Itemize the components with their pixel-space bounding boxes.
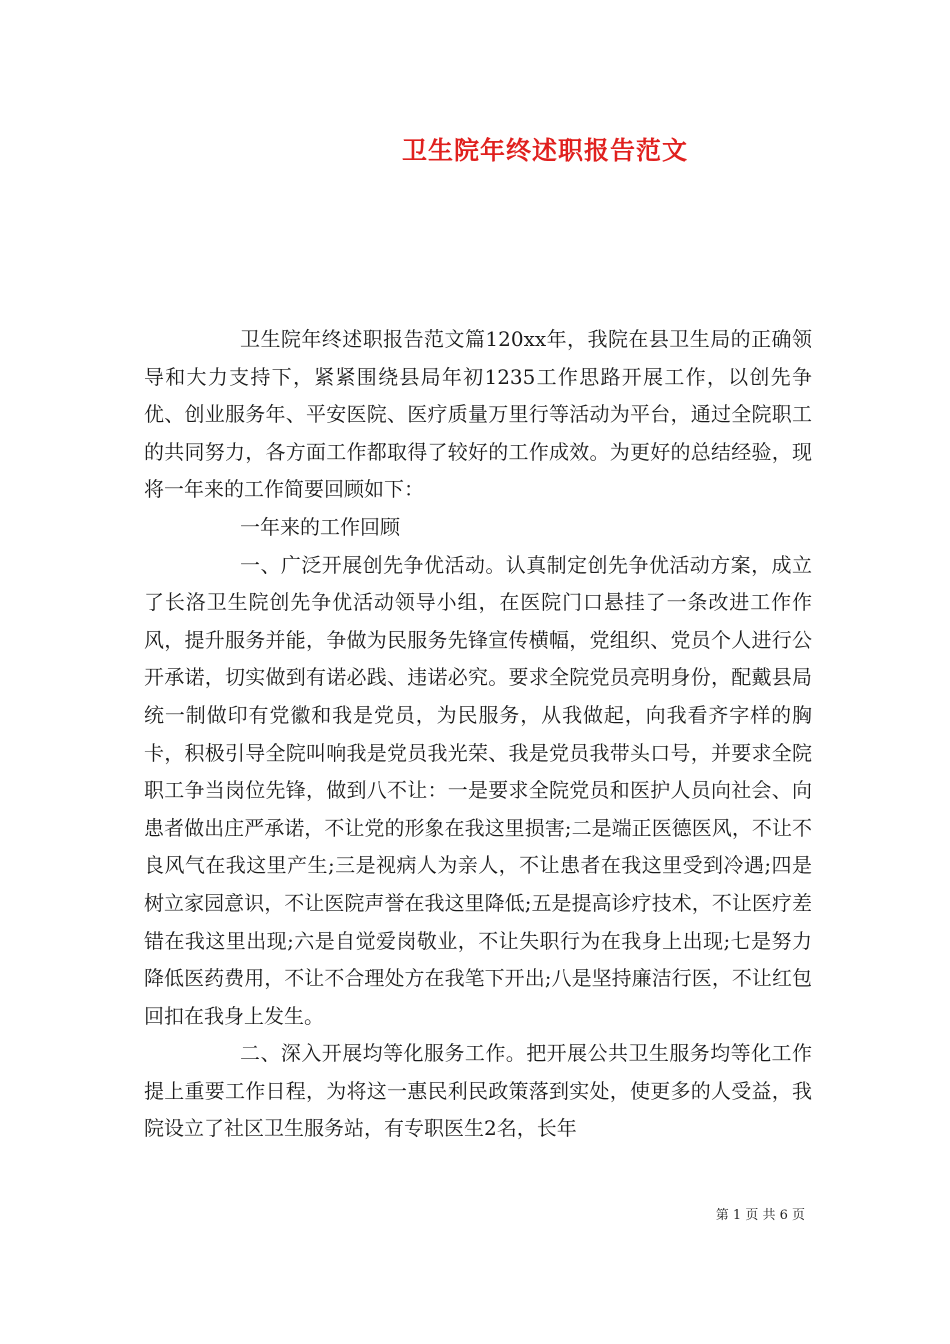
document-body — [144, 321, 812, 1148]
paragraph-section-two: 二、深入开展均等化服务工作。把开展公共卫生服务均等化工作提上重要工作日程，为将这一惠民利民政策落到实处，使更多的人受益，我院设立了社区卫生服务站，有专职医生2名，长年 — [144, 1041, 812, 1141]
section-heading: 一年来的工作回顾 — [240, 514, 400, 539]
paragraph-section-one: 一、广泛开展创先争优活动。认真制定创先争优活动方案，成立了长洛卫生院创先争优活动领导小组，在医院门口悬挂了一条改进工作作风，提升服务并能，争做为民服务先锋宣传横幅，党组织、党员个人进行公开承诺，切实做到有诺必践、违诺必究。要求全院党员亮明身份，配戴县局统一制做印有党徽和我是党员，为民服务，从我做起，向我看齐字样的胸卡，积极引导全院叫响我是党员我光荣、我是党员我带头口号，并要求全院职工争当岗位先锋，做到八不让：一是要求全院党员和医护人员向社会、向患者做出庄严承诺，不让党的形象在我这里损害;二是端正医德医风，不让不良风气在我这里产生;三是视病人为亲人，不让患者在我这里受到冷遇;四是树立家园意识，不让医院声誉在我这里降低;五是提高诊疗技术，不让医疗差错在我这里出现;六是自觉爱岗敬业，不让失职行为在我身上出现;七是努力降低医药费用，不让不合理处方在我笔下开出;八是坚持廉洁行医，不让红包回扣在我身上发生。 — [144, 552, 812, 1028]
paragraph-intro: 卫生院年终述职报告范文篇120xx年，我院在县卫生局的正确领导和大力支持下，紧紧围绕县局年初1235工作思路开展工作，以创先争优、创业服务年、平安医院、医疗质量万里行等活动为平台，通过全院职工的共同努力，各方面工作都取得了较好的工作成效。为更好的总结经验，现将一年来的工作简要回顾如下： — [144, 327, 812, 502]
page-indicator: 第 1 页 共 6 页 — [715, 1208, 805, 1223]
page-title: 卫生院年终述职报告范文 — [401, 136, 688, 165]
